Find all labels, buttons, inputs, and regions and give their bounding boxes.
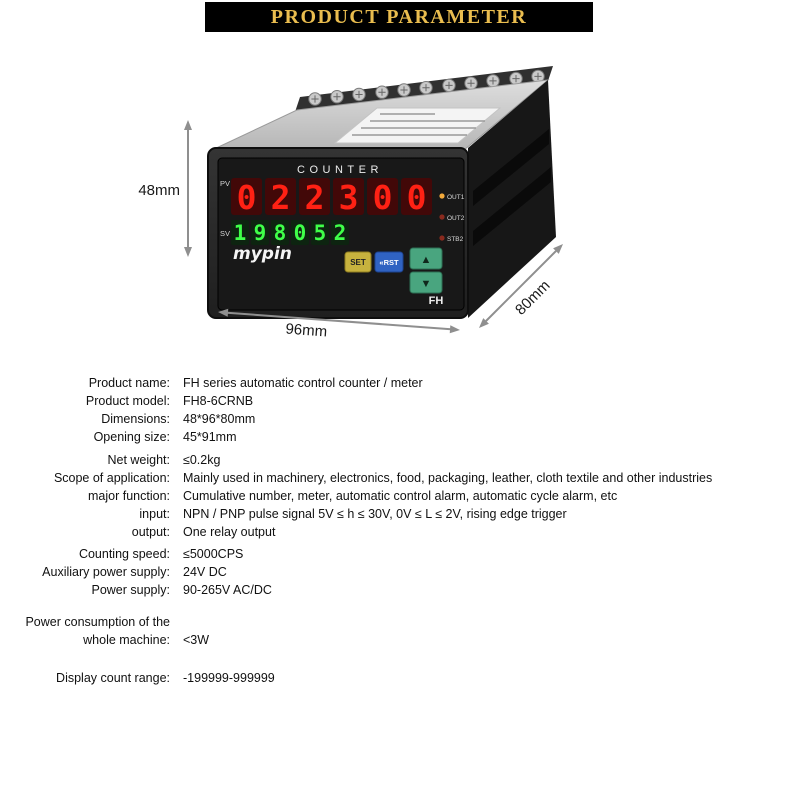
table-row [8, 469, 794, 487]
rst-button-label: «RST [379, 258, 399, 267]
page-title: PRODUCT PARAMETER [270, 5, 528, 28]
pv-digit: 2 [270, 178, 291, 217]
stb2-label: STB2 [447, 236, 464, 243]
arrowhead-icon [184, 247, 192, 257]
device-illustration [130, 45, 610, 355]
sv-digit: 8 [273, 221, 287, 245]
sv-digit: 5 [313, 221, 327, 245]
table-row [8, 487, 794, 505]
out2-label: OUT2 [447, 215, 465, 222]
product-photo [130, 45, 610, 355]
arrowhead-icon [450, 325, 461, 334]
stb2-led-icon [439, 235, 444, 240]
screw-icon [487, 75, 499, 87]
pv-digit: 0 [372, 178, 393, 217]
spec-value: 48*96*80mm [183, 412, 256, 426]
table-row [8, 581, 794, 599]
spec-label: Counting speed: [78, 547, 170, 561]
brand-logo: mypin [233, 244, 292, 264]
spec-label: Dimensions: [101, 412, 170, 426]
spec-label: Scope of application: [53, 471, 170, 485]
spec-label: Power consumption of the whole machine: [25, 615, 170, 647]
spec-value: -199999-999999 [183, 671, 275, 685]
panel-title: COUNTER [297, 164, 383, 176]
sv-digit: 1 [233, 221, 247, 245]
up-arrow-icon: ▲ [420, 254, 432, 266]
spec-table [8, 374, 794, 687]
screw-icon [353, 88, 365, 100]
table-row [8, 428, 794, 446]
screw-icon [443, 79, 455, 91]
spec-label: Auxiliary power supply: [42, 565, 170, 579]
spec-value: 45*91mm [183, 430, 237, 444]
spec-label: Product name: [88, 376, 170, 390]
spec-label: major function: [88, 489, 170, 503]
spec-value: ≤0.2kg [183, 453, 221, 467]
spec-label: Display count range: [56, 671, 170, 685]
pv-digit: 3 [338, 178, 359, 217]
sv-label: SV [220, 229, 231, 238]
table-row [8, 523, 794, 541]
out1-label: OUT1 [447, 194, 465, 201]
model-badge: FH [428, 295, 444, 307]
sv-digit: 9 [253, 221, 267, 245]
arrowhead-icon [184, 120, 192, 130]
pv-digit: 0 [236, 178, 257, 217]
spec-value: ≤5000CPS [183, 547, 244, 561]
table-row [8, 613, 794, 649]
spec-value: <3W [183, 633, 210, 647]
sv-digit: 0 [293, 221, 307, 245]
table-row [8, 545, 794, 563]
spec-value: FH series automatic control counter / meter [183, 376, 423, 390]
table-row [8, 563, 794, 581]
spec-label: Power supply: [91, 583, 170, 597]
pv-digit: 0 [406, 178, 427, 217]
out2-led-icon [439, 214, 444, 219]
spec-value: Mainly used in machinery, electronics, food, packaging, leather, cloth textile and other industries [183, 471, 713, 485]
spec-value: Cumulative number, meter, automatic control alarm, automatic cycle alarm, etc [183, 489, 618, 503]
header-banner [205, 2, 593, 32]
table-row [8, 392, 794, 410]
sv-digit: 2 [333, 221, 347, 245]
table-row [8, 669, 794, 687]
out1-led-icon [439, 193, 444, 198]
table-row [8, 505, 794, 523]
screw-icon [309, 93, 321, 105]
table-row [8, 410, 794, 428]
spec-value: NPN / PNP pulse signal 5V ≤ h ≤ 30V, 0V ≤ L ≤ 2V, rising edge trigger [183, 507, 567, 521]
pv-digit: 2 [304, 178, 325, 217]
spec-value: FH8-6CRNB [183, 394, 254, 408]
screw-icon [420, 82, 432, 94]
table-row [8, 451, 794, 469]
spec-label: output: [131, 525, 170, 539]
spec-label: Opening size: [93, 430, 170, 444]
screw-icon [331, 91, 343, 103]
width-dimension-label: 96mm [284, 320, 328, 341]
spec-value: 90-265V AC/DC [183, 583, 272, 597]
dimension-height [138, 120, 192, 257]
spec-value: One relay output [183, 525, 276, 539]
spec-label: Product model: [85, 394, 170, 408]
screw-icon [376, 86, 388, 98]
down-arrow-icon: ▼ [420, 278, 432, 290]
pv-label: PV [220, 179, 231, 188]
depth-dimension-label: 80mm [512, 277, 554, 319]
set-button-label: SET [350, 258, 366, 267]
screw-icon [465, 77, 477, 89]
spec-value: 24V DC [183, 565, 227, 579]
spec-label: input: [139, 507, 170, 521]
table-row [8, 374, 794, 392]
spec-label: Net weight: [107, 453, 170, 467]
screw-icon [398, 84, 410, 96]
height-dimension-label: 48mm [138, 182, 180, 199]
